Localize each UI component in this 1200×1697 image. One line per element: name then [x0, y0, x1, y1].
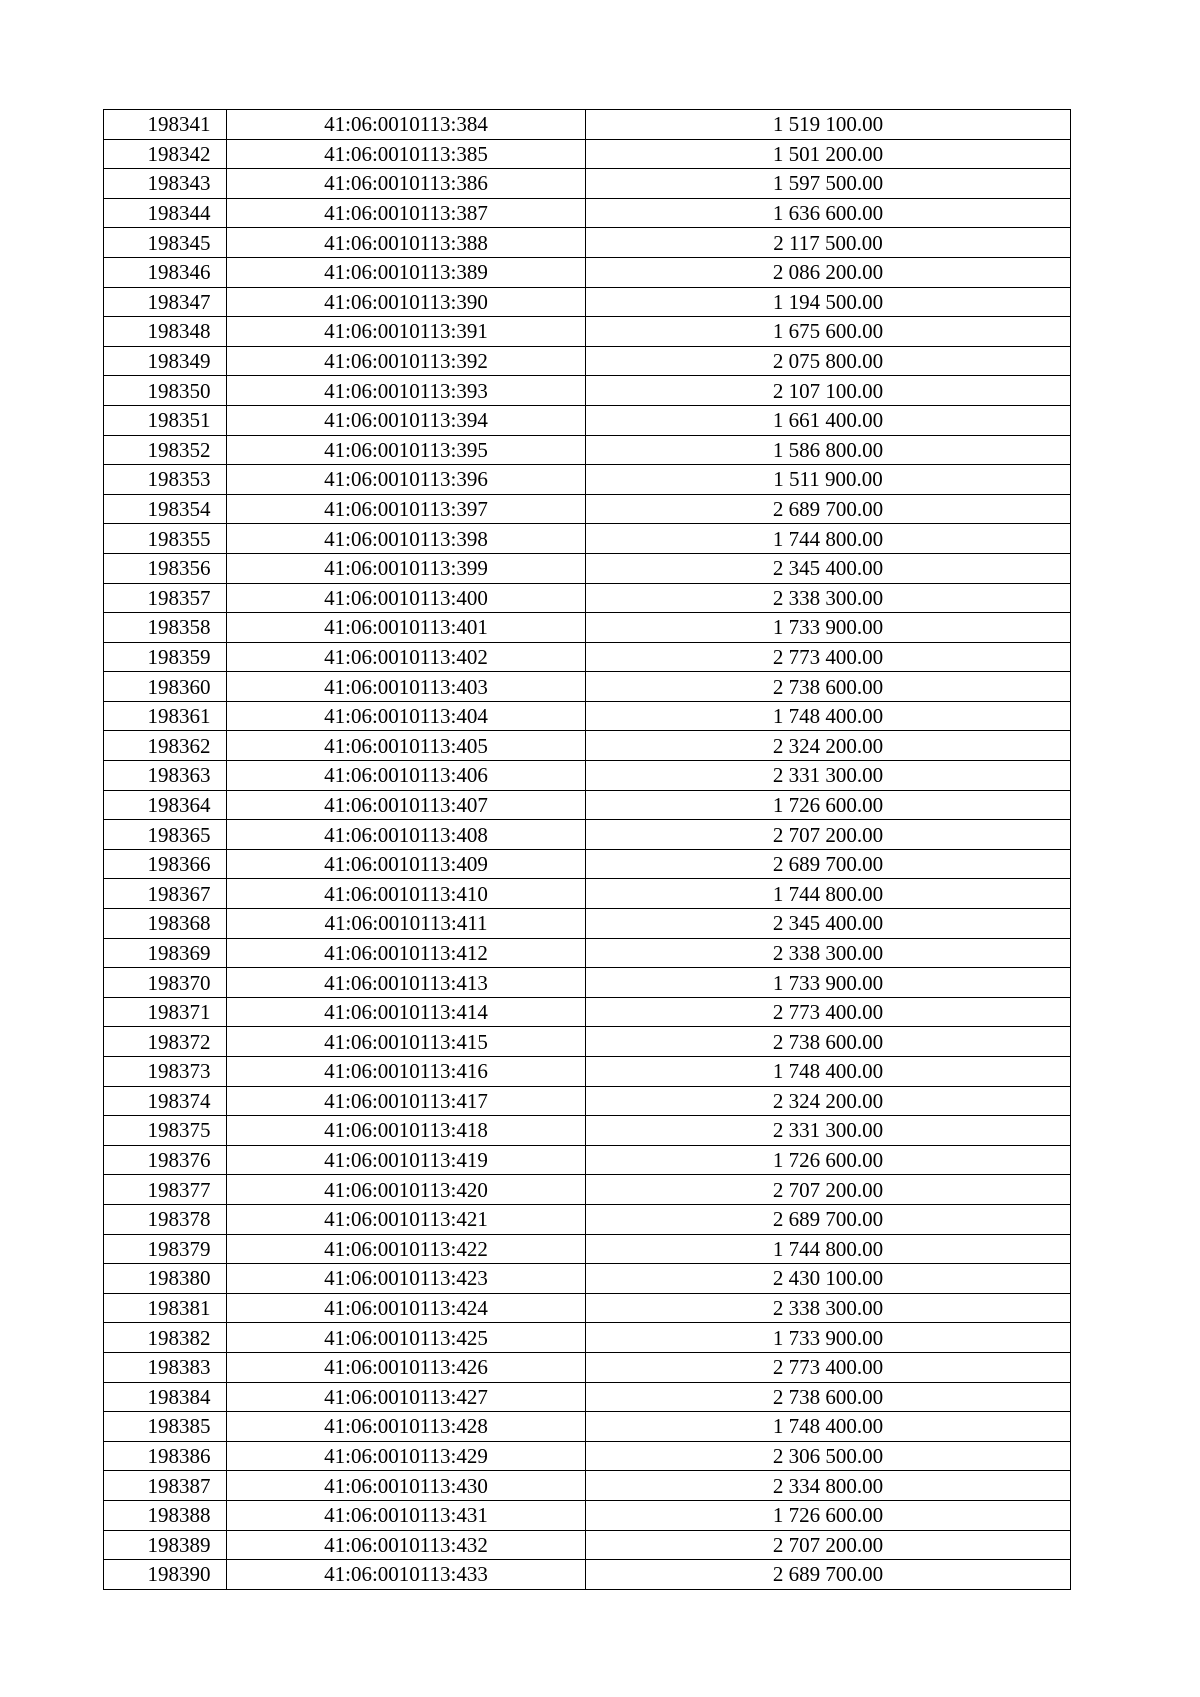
cadastral-value-cell: 2 773 400.00: [586, 642, 1071, 672]
cadastral-number-cell: 41:06:0010113:417: [227, 1086, 586, 1116]
cadastral-number-cell: 41:06:0010113:392: [227, 346, 586, 376]
cadastral-value-cell: 2 338 300.00: [586, 583, 1071, 613]
cadastral-value-cell: 2 345 400.00: [586, 553, 1071, 583]
cadastral-value-cell: 2 707 200.00: [586, 1530, 1071, 1560]
row-number-cell: 198352: [104, 435, 227, 465]
cadastral-number-cell: 41:06:0010113:418: [227, 1116, 586, 1146]
cadastral-value-cell: 2 117 500.00: [586, 228, 1071, 258]
cadastral-value-cell: 1 733 900.00: [586, 1323, 1071, 1353]
row-number-cell: 198354: [104, 494, 227, 524]
table-row: [104, 346, 1071, 376]
cadastral-value-cell: 1 748 400.00: [586, 1412, 1071, 1442]
table-row: [104, 1264, 1071, 1294]
row-number-cell: 198364: [104, 790, 227, 820]
table-row: [104, 1323, 1071, 1353]
cadastral-value-table: [103, 109, 1071, 1590]
cadastral-number-cell: 41:06:0010113:424: [227, 1293, 586, 1323]
row-number-cell: 198367: [104, 879, 227, 909]
cadastral-number-cell: 41:06:0010113:400: [227, 583, 586, 613]
table-row: [104, 909, 1071, 939]
table-row: [104, 1057, 1071, 1087]
row-number-cell: 198346: [104, 257, 227, 287]
cadastral-number-cell: 41:06:0010113:412: [227, 938, 586, 968]
cadastral-value-cell: 2 738 600.00: [586, 1382, 1071, 1412]
cadastral-value-cell: 2 338 300.00: [586, 1293, 1071, 1323]
row-number-cell: 198381: [104, 1293, 227, 1323]
cadastral-number-cell: 41:06:0010113:395: [227, 435, 586, 465]
cadastral-number-cell: 41:06:0010113:408: [227, 820, 586, 850]
row-number-cell: 198373: [104, 1057, 227, 1087]
cadastral-value-cell: 1 726 600.00: [586, 1145, 1071, 1175]
cadastral-value-cell: 1 744 800.00: [586, 879, 1071, 909]
cadastral-value-cell: 2 345 400.00: [586, 909, 1071, 939]
table-row: [104, 613, 1071, 643]
cadastral-number-cell: 41:06:0010113:422: [227, 1234, 586, 1264]
row-number-cell: 198351: [104, 405, 227, 435]
row-number-cell: 198360: [104, 672, 227, 702]
table-row: [104, 642, 1071, 672]
table-row: [104, 1116, 1071, 1146]
table-row: [104, 524, 1071, 554]
cadastral-number-cell: 41:06:0010113:384: [227, 110, 586, 140]
cadastral-value-cell: 1 511 900.00: [586, 465, 1071, 495]
cadastral-value-cell: 2 306 500.00: [586, 1441, 1071, 1471]
row-number-cell: 198347: [104, 287, 227, 317]
cadastral-number-cell: 41:06:0010113:387: [227, 198, 586, 228]
row-number-cell: 198383: [104, 1352, 227, 1382]
cadastral-number-cell: 41:06:0010113:389: [227, 257, 586, 287]
table-row: [104, 139, 1071, 169]
row-number-cell: 198368: [104, 909, 227, 939]
row-number-cell: 198379: [104, 1234, 227, 1264]
row-number-cell: 198344: [104, 198, 227, 228]
table-row: [104, 405, 1071, 435]
row-number-cell: 198348: [104, 317, 227, 347]
table-row: [104, 1471, 1071, 1501]
row-number-cell: 198359: [104, 642, 227, 672]
table-row: [104, 287, 1071, 317]
table-row: [104, 1500, 1071, 1530]
row-number-cell: 198387: [104, 1471, 227, 1501]
row-number-cell: 198353: [104, 465, 227, 495]
row-number-cell: 198370: [104, 968, 227, 998]
cadastral-value-cell: 2 075 800.00: [586, 346, 1071, 376]
table-row: [104, 1560, 1071, 1590]
cadastral-number-cell: 41:06:0010113:426: [227, 1352, 586, 1382]
table-row: [104, 968, 1071, 998]
cadastral-number-cell: 41:06:0010113:420: [227, 1175, 586, 1205]
cadastral-value-cell: 2 738 600.00: [586, 672, 1071, 702]
row-number-cell: 198390: [104, 1560, 227, 1590]
cadastral-value-cell: 2 689 700.00: [586, 494, 1071, 524]
cadastral-number-cell: 41:06:0010113:409: [227, 849, 586, 879]
row-number-cell: 198366: [104, 849, 227, 879]
row-number-cell: 198342: [104, 139, 227, 169]
cadastral-value-cell: 2 086 200.00: [586, 257, 1071, 287]
cadastral-number-cell: 41:06:0010113:423: [227, 1264, 586, 1294]
table-body: [104, 110, 1071, 1590]
cadastral-number-cell: 41:06:0010113:401: [227, 613, 586, 643]
table-row: [104, 672, 1071, 702]
table-row: [104, 849, 1071, 879]
cadastral-value-cell: 2 324 200.00: [586, 1086, 1071, 1116]
row-number-cell: 198358: [104, 613, 227, 643]
row-number-cell: 198389: [104, 1530, 227, 1560]
row-number-cell: 198385: [104, 1412, 227, 1442]
cadastral-value-cell: 2 773 400.00: [586, 997, 1071, 1027]
table-row: [104, 1382, 1071, 1412]
row-number-cell: 198371: [104, 997, 227, 1027]
row-number-cell: 198380: [104, 1264, 227, 1294]
cadastral-number-cell: 41:06:0010113:428: [227, 1412, 586, 1442]
table-row: [104, 1234, 1071, 1264]
cadastral-value-cell: 1 733 900.00: [586, 613, 1071, 643]
row-number-cell: 198349: [104, 346, 227, 376]
table-row: [104, 110, 1071, 140]
table-row: [104, 494, 1071, 524]
table-row: [104, 257, 1071, 287]
row-number-cell: 198356: [104, 553, 227, 583]
row-number-cell: 198345: [104, 228, 227, 258]
row-number-cell: 198375: [104, 1116, 227, 1146]
cadastral-value-cell: 1 733 900.00: [586, 968, 1071, 998]
cadastral-number-cell: 41:06:0010113:411: [227, 909, 586, 939]
cadastral-value-cell: 2 738 600.00: [586, 1027, 1071, 1057]
row-number-cell: 198374: [104, 1086, 227, 1116]
row-number-cell: 198350: [104, 376, 227, 406]
cadastral-number-cell: 41:06:0010113:403: [227, 672, 586, 702]
cadastral-value-cell: 1 748 400.00: [586, 701, 1071, 731]
row-number-cell: 198341: [104, 110, 227, 140]
cadastral-number-cell: 41:06:0010113:398: [227, 524, 586, 554]
table-row: [104, 790, 1071, 820]
table-row: [104, 465, 1071, 495]
cadastral-value-cell: 2 430 100.00: [586, 1264, 1071, 1294]
cadastral-value-cell: 1 748 400.00: [586, 1057, 1071, 1087]
table-row: [104, 820, 1071, 850]
cadastral-number-cell: 41:06:0010113:386: [227, 169, 586, 199]
cadastral-number-cell: 41:06:0010113:430: [227, 1471, 586, 1501]
cadastral-value-cell: 2 331 300.00: [586, 1116, 1071, 1146]
cadastral-number-cell: 41:06:0010113:415: [227, 1027, 586, 1057]
cadastral-value-cell: 2 689 700.00: [586, 849, 1071, 879]
cadastral-number-cell: 41:06:0010113:407: [227, 790, 586, 820]
cadastral-value-cell: 1 636 600.00: [586, 198, 1071, 228]
row-number-cell: 198384: [104, 1382, 227, 1412]
table-row: [104, 1145, 1071, 1175]
cadastral-number-cell: 41:06:0010113:416: [227, 1057, 586, 1087]
table-row: [104, 198, 1071, 228]
cadastral-number-cell: 41:06:0010113:433: [227, 1560, 586, 1590]
table-row: [104, 553, 1071, 583]
table-row: [104, 879, 1071, 909]
table-row: [104, 701, 1071, 731]
cadastral-number-cell: 41:06:0010113:396: [227, 465, 586, 495]
table-row: [104, 1441, 1071, 1471]
cadastral-number-cell: 41:06:0010113:406: [227, 761, 586, 791]
table-row: [104, 1293, 1071, 1323]
cadastral-number-cell: 41:06:0010113:410: [227, 879, 586, 909]
cadastral-value-cell: 1 194 500.00: [586, 287, 1071, 317]
cadastral-value-cell: 1 726 600.00: [586, 1500, 1071, 1530]
cadastral-number-cell: 41:06:0010113:425: [227, 1323, 586, 1353]
cadastral-number-cell: 41:06:0010113:431: [227, 1500, 586, 1530]
cadastral-value-cell: 1 661 400.00: [586, 405, 1071, 435]
row-number-cell: 198378: [104, 1204, 227, 1234]
cadastral-value-cell: 1 519 100.00: [586, 110, 1071, 140]
cadastral-number-cell: 41:06:0010113:394: [227, 405, 586, 435]
row-number-cell: 198376: [104, 1145, 227, 1175]
cadastral-number-cell: 41:06:0010113:429: [227, 1441, 586, 1471]
table-row: [104, 583, 1071, 613]
table-row: [104, 435, 1071, 465]
cadastral-value-cell: 2 331 300.00: [586, 761, 1071, 791]
cadastral-number-cell: 41:06:0010113:393: [227, 376, 586, 406]
cadastral-value-cell: 2 324 200.00: [586, 731, 1071, 761]
table-row: [104, 228, 1071, 258]
table-row: [104, 169, 1071, 199]
table-row: [104, 1204, 1071, 1234]
row-number-cell: 198388: [104, 1500, 227, 1530]
cadastral-value-cell: 1 675 600.00: [586, 317, 1071, 347]
cadastral-value-cell: 1 744 800.00: [586, 524, 1071, 554]
cadastral-number-cell: 41:06:0010113:427: [227, 1382, 586, 1412]
cadastral-value-cell: 2 773 400.00: [586, 1352, 1071, 1382]
cadastral-number-cell: 41:06:0010113:404: [227, 701, 586, 731]
cadastral-number-cell: 41:06:0010113:390: [227, 287, 586, 317]
cadastral-value-cell: 2 689 700.00: [586, 1204, 1071, 1234]
cadastral-number-cell: 41:06:0010113:399: [227, 553, 586, 583]
row-number-cell: 198355: [104, 524, 227, 554]
cadastral-number-cell: 41:06:0010113:391: [227, 317, 586, 347]
cadastral-number-cell: 41:06:0010113:388: [227, 228, 586, 258]
cadastral-value-cell: 2 107 100.00: [586, 376, 1071, 406]
cadastral-number-cell: 41:06:0010113:419: [227, 1145, 586, 1175]
cadastral-number-cell: 41:06:0010113:421: [227, 1204, 586, 1234]
row-number-cell: 198369: [104, 938, 227, 968]
table-row: [104, 997, 1071, 1027]
table-row: [104, 1352, 1071, 1382]
table-row: [104, 317, 1071, 347]
cadastral-number-cell: 41:06:0010113:413: [227, 968, 586, 998]
row-number-cell: 198357: [104, 583, 227, 613]
row-number-cell: 198386: [104, 1441, 227, 1471]
cadastral-number-cell: 41:06:0010113:397: [227, 494, 586, 524]
row-number-cell: 198377: [104, 1175, 227, 1205]
table-row: [104, 376, 1071, 406]
table-row: [104, 761, 1071, 791]
cadastral-value-cell: 2 707 200.00: [586, 1175, 1071, 1205]
cadastral-value-cell: 2 707 200.00: [586, 820, 1071, 850]
row-number-cell: 198361: [104, 701, 227, 731]
row-number-cell: 198362: [104, 731, 227, 761]
table-row: [104, 938, 1071, 968]
cadastral-value-cell: 1 597 500.00: [586, 169, 1071, 199]
cadastral-value-cell: 2 334 800.00: [586, 1471, 1071, 1501]
row-number-cell: 198343: [104, 169, 227, 199]
cadastral-number-cell: 41:06:0010113:402: [227, 642, 586, 672]
cadastral-number-cell: 41:06:0010113:432: [227, 1530, 586, 1560]
row-number-cell: 198365: [104, 820, 227, 850]
table-row: [104, 1530, 1071, 1560]
cadastral-number-cell: 41:06:0010113:414: [227, 997, 586, 1027]
cadastral-number-cell: 41:06:0010113:405: [227, 731, 586, 761]
cadastral-number-cell: 41:06:0010113:385: [227, 139, 586, 169]
table-row: [104, 1086, 1071, 1116]
cadastral-value-cell: 2 689 700.00: [586, 1560, 1071, 1590]
cadastral-value-cell: 1 744 800.00: [586, 1234, 1071, 1264]
cadastral-value-cell: 1 501 200.00: [586, 139, 1071, 169]
row-number-cell: 198363: [104, 761, 227, 791]
table-row: [104, 1027, 1071, 1057]
cadastral-value-cell: 1 586 800.00: [586, 435, 1071, 465]
table-row: [104, 1175, 1071, 1205]
table-row: [104, 731, 1071, 761]
row-number-cell: 198382: [104, 1323, 227, 1353]
cadastral-value-cell: 1 726 600.00: [586, 790, 1071, 820]
row-number-cell: 198372: [104, 1027, 227, 1057]
table-row: [104, 1412, 1071, 1442]
cadastral-value-cell: 2 338 300.00: [586, 938, 1071, 968]
